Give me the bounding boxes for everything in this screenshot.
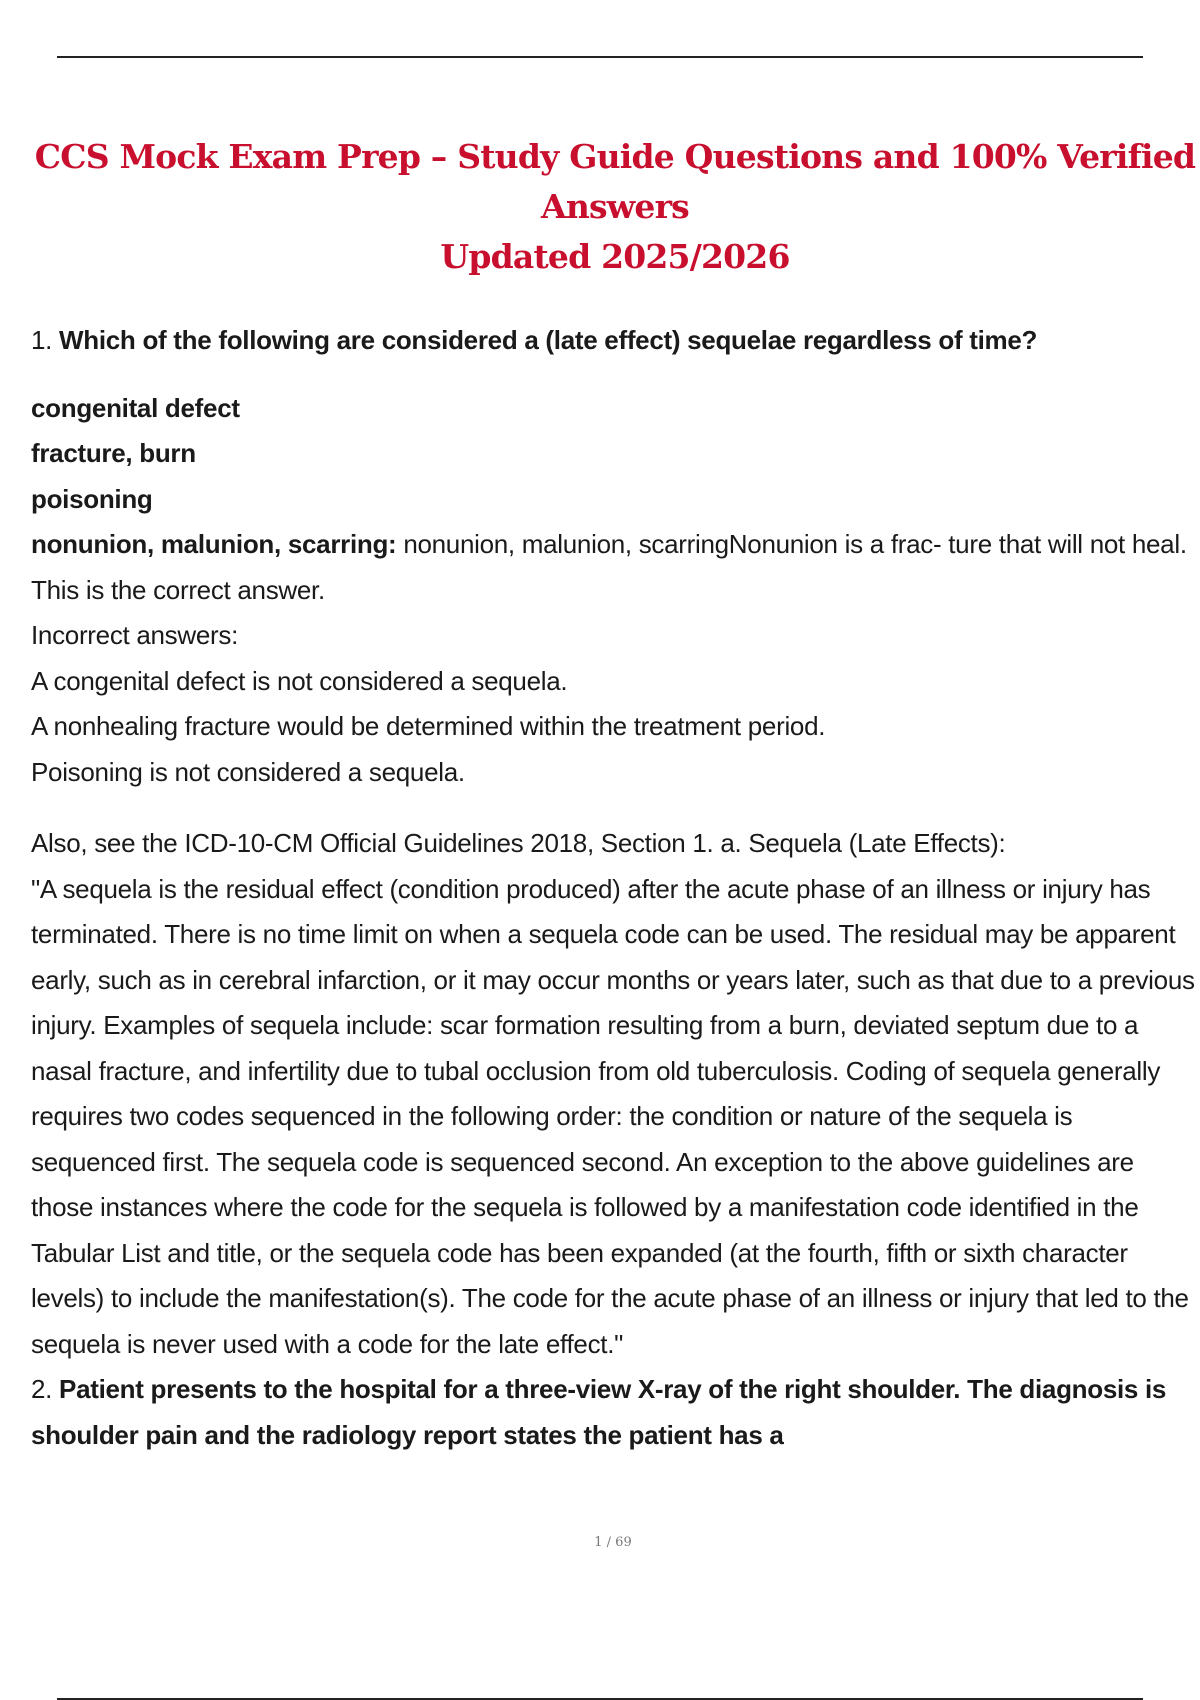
answer-option: fracture, burn bbox=[31, 438, 196, 468]
answer-option: poisoning bbox=[31, 483, 153, 514]
header-rule bbox=[57, 56, 1143, 58]
title-line-1: CCS Mock Exam Prep – Study Guide Questions and 100% Verified Answers bbox=[34, 137, 1196, 226]
question-text: Patient presents to the hospital for a three-view X-ray of the right shoulder. The diagnosis is shoulder pain and the radiology report states the patient has a bbox=[31, 1374, 1167, 1450]
title-line-2: Updated 2025/2026 bbox=[440, 237, 790, 276]
correct-answer-explanation: nonunion, malunion, scarringNonunion is a frac- ture that will not heal. This is the correct answer. bbox=[31, 529, 1187, 605]
guideline-reference: Also, see the ICD-10-CM Official Guidelines 2018, Section 1. a. Sequela (Late Effects): bbox=[31, 828, 1006, 858]
correct-answer bbox=[31, 522, 1196, 613]
guideline-quote: "A sequela is the residual effect (condition produced) after the acute phase of an illness or injury has terminated. There is no time limit on when a sequela code can be used. The residual may be apparent early, such as in cerebral infarction, or it may occur months or years later, such as that due to a previous injury. Examples of sequela include: scar formation resulting from a burn, deviated septum due to a nasal fracture, and infertility due to tubal occlusion from old tuberculosis. Coding of sequela generally requires two codes sequenced in the following order: the condition or nature of the sequela is sequenced first. The sequela code is sequenced second. An exception to the above guidelines are those instances where the code for the sequela is followed by a manifestation code identified in the Tabular List and title, or the sequela code has been expanded (at the fourth, fifth or sixth character levels) to include the manifestation(s). The code for the acute phase of an illness or injury that led to the sequela is never used with a code for the late effect." bbox=[31, 873, 1195, 1359]
incorrect-answers-header: Incorrect answers: bbox=[31, 620, 239, 650]
document-title bbox=[30, 132, 1200, 282]
incorrect-answer: A congenital defect is not considered a sequela. bbox=[31, 665, 568, 696]
page-content bbox=[31, 318, 1196, 1458]
page-number: 1 / 69 bbox=[594, 1535, 632, 1550]
question-text: Which of the following are considered a (late effect) sequelae regardless of time? bbox=[59, 325, 1038, 355]
incorrect-answer: A nonhealing fracture would be determined within the treatment period. bbox=[31, 711, 826, 741]
incorrect-answer: Poisoning is not considered a sequela. bbox=[31, 756, 465, 787]
question-1 bbox=[31, 318, 1196, 364]
correct-answer-label: nonunion, malunion, scarring: bbox=[31, 529, 397, 559]
question-number: 1. bbox=[31, 325, 53, 355]
question-number: 2. bbox=[31, 1374, 53, 1404]
question-2 bbox=[31, 1367, 1196, 1458]
answer-option: congenital defect bbox=[31, 392, 240, 423]
